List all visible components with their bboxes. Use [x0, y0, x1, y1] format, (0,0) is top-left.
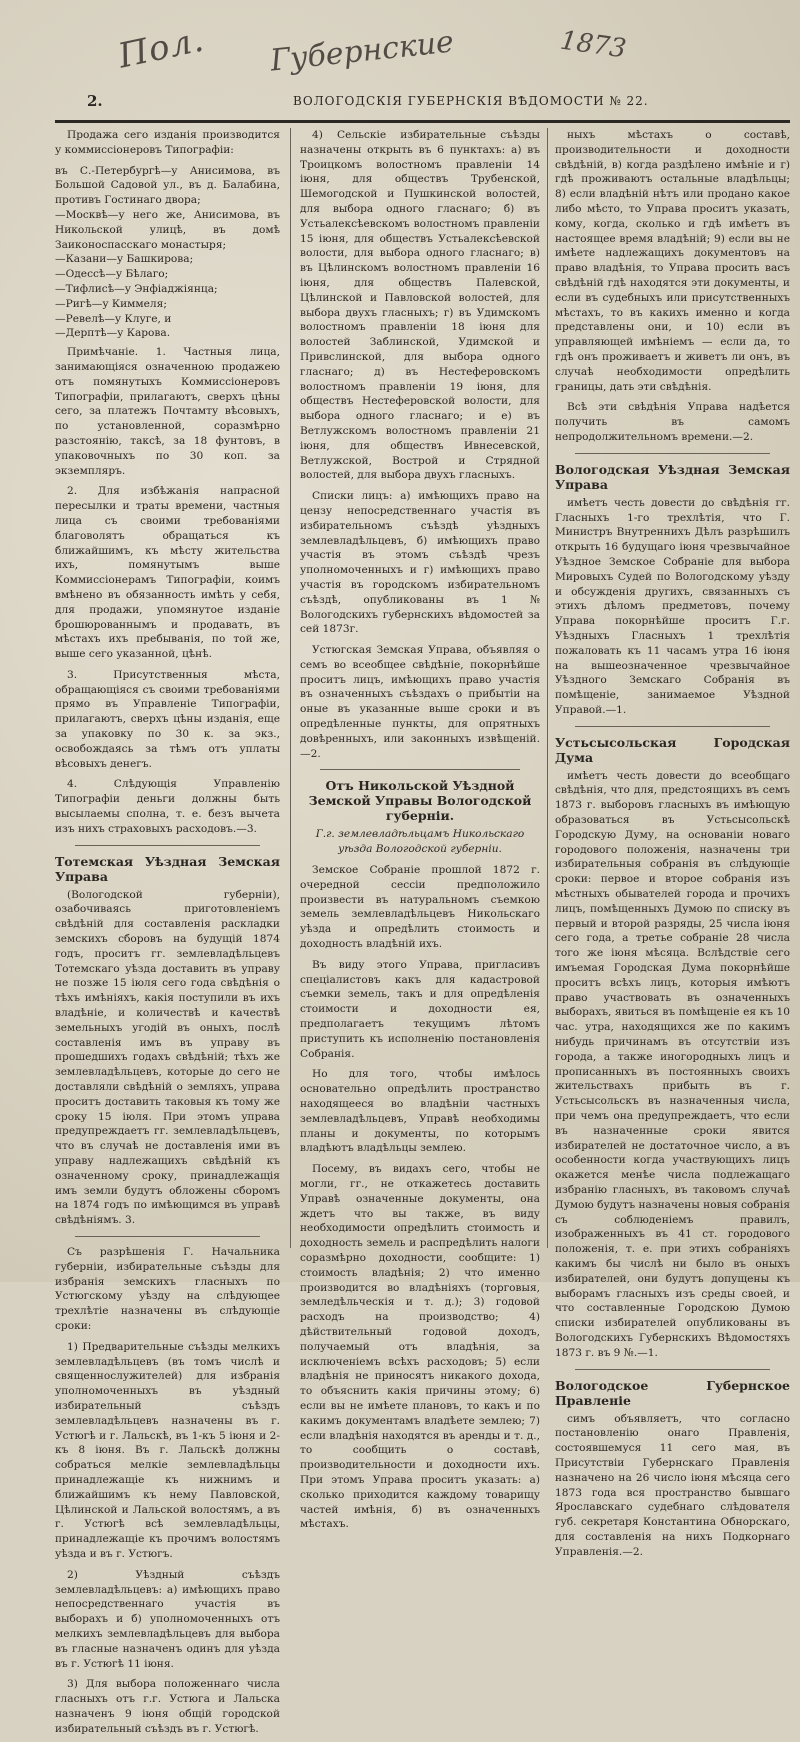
- ustyug-point-3: 3) Для выбора положеннаго числа гласныхъ отъ г.г. Устюга и Лальска назначенъ 9 іюня общій городской избирательный съѣздъ въ г. Устюгѣ.: [55, 1678, 280, 1735]
- agent-item: —Тифлисѣ—у Энфіаджіянца;: [55, 282, 218, 295]
- handwritten-note-1: Пол.: [114, 19, 208, 77]
- sales-intro: Продажа сего изданія производится у коммиссіонеровъ Типографіи:: [55, 129, 280, 156]
- section-title-nikolsk: Отъ Никольской Уѣздной Земской Управы Вологодской губерніи.: [308, 778, 532, 824]
- section-separator: [75, 845, 260, 846]
- column-divider-1: [290, 128, 291, 1248]
- section-title-ustsysolsk: Устьсысольская Городская Дума: [555, 734, 790, 765]
- section-text-gubernia: симъ объявляетъ, что согласно постановленію онаго Правленія, состоявшемуся 11 сего мая, въ Присутствіи Губернскаго Правленія назначено на 26 число іюня мѣсяца сего 1873 года вся пространство бывшаго Ярославскаго судебнаго слѣдователя губ. секретаря Константина Обнорскаго, для составленія на нихъ Подкорнаго Управленія.—2.: [555, 1412, 790, 1558]
- section-subtitle-nikolsk: Г.г. землевладѣльцамъ Никольскаго уѣзда Вологодской губерніи.: [315, 828, 525, 856]
- nikolsk-closing: Всѣ эти свѣдѣнія Управа надѣется получить въ самомъ непродолжительномъ времени.—2.: [555, 401, 790, 443]
- ustyug-lists: Списки лицъ: а) имѣющихъ право на цензу непосредственнаго участія въ избирательномъ съѣздѣ уѣздныхъ землевладѣльцевъ, б) имѣющихъ право участія въ этомъ съѣздѣ чрезъ уполномоченныхъ и г) имѣющихъ право участія въ городскомъ избирательномъ съѣздѣ, опубликованы въ 1 № Вологодскихъ губернскихъ вѣдомостей за сей 1873г.: [300, 490, 540, 636]
- section-separator: [320, 769, 520, 770]
- ustyug-point-1: 1) Предварительные съѣзды мелкихъ землевладѣльцевъ (въ томъ числѣ и священнослужителей) для избранія уполномоченныхъ въ уѣздный избирательный съѣздъ землевладѣльцевъ назначены въ г. Устюгѣ и г. Лальскѣ, въ 1-къ 5 іюня и 2-къ 8 іюня. Въ г. Лальскѣ должны собраться мелкіе землевладѣльцы принадлежащіе къ нижнимъ и ближайшимъ къ нему Павловской, Цѣлинской и Лальской волостямъ, а въ г. Устюгѣ всѣ землевладѣльцы, принадлежащіе къ прочимъ волостямъ уѣзда и въ г. Устюгъ.: [55, 1340, 280, 1560]
- nikolsk-text-1: Земское Собраніе прошлой 1872 г. очередной сессіи предположило произвести въ натуральномъ съемкою земель землевладѣльцевъ Никольскаго уѣзда и опредѣлить стоимость и доходность владѣній ихъ.: [300, 864, 540, 951]
- nikolsk-text-2: Въ виду этого Управа, пригласивъ спеціалистовъ какъ для кадастровой съемки земель, такъ и для опредѣленія стоимости и доходности ея, предполагаетъ текущимъ лѣтомъ приступить къ исполненію постановленія Собранія.: [300, 958, 540, 1060]
- ustyug-closing: Устюгская Земская Управа, объявляя о семъ во всеобщее свѣдѣніе, покорнѣйше проситъ лицъ, имѣющихъ право участія въ означенныхъ съѣздахъ о прибытіи на оные въ указанные выше сроки и въ опредѣленные пункты, для опрятныхъ довѣренныхъ, или законныхъ извѣщеній.—2.: [300, 644, 540, 760]
- nikolsk-text-4: Посему, въ видахъ сего, чтобы не могли, гг., не откажетесь доставить Управѣ означенные документы, она ждетъ что вы также, въ виду необходимости опредѣлить стоимость и доходность земель и распредѣлить налоги соразмѣрно доходности, сообщите: 1) стоимость владѣнія; 2) что именно производится во владѣніяхъ (торговыя, земледѣльческія и т. д.); 3) годовой расходъ на производство; 4) дѣйствительный годовой доходъ, получаемый отъ владѣнія, за исключеніемъ всѣхъ расходовъ; 5) если владѣнія не приносятъ никакого дохода, то объяснить какія причины этому; 6) если вы не имѣете плановъ, то какъ и по какимъ документамъ владѣете землею; 7) если владѣнія находятся въ аренды и т. д., то сообщить о составѣ, производительности и доходности ихъ. При этомъ Управа проситъ указать: а) сколько приходится каждому товарищу частей имѣнія, б) въ означенныхъ мѣстахъ.: [300, 1163, 540, 1531]
- section-title-gubernia: Вологодское Губернское Правленіе: [555, 1377, 790, 1408]
- section-separator: [575, 453, 770, 454]
- section-intro-ustyug: Съ разрѣшенія Г. Начальника губерніи, избирательные съѣзды для избранія земскихъ гласныхъ по Устюгскому уѣзду на слѣдующее трехлѣтіе назначены въ слѣдующіе сроки:: [55, 1245, 280, 1332]
- column-1: [55, 128, 280, 1742]
- header-rule: [55, 120, 790, 123]
- column-3: [555, 128, 790, 1566]
- agent-item: —Одессѣ—у Бѣлаго;: [55, 268, 169, 281]
- section-text-ustsysolsk: имѣетъ честь довести до всеобщаго свѣдѣнія, что для, предстоящихъ въ семъ 1873 г. выборовъ гласныхъ въ имѣющую образоваться въ Устьсысольскѣ Городскую Думу, на основаніи новаго городового положенія, назначены три избирательныя собранія въ слѣдующіе сроки: первое и второе собранія изъ мѣстныхъ обывателей города и прочихъ лицъ, помѣщенныхъ Думою по списку въ первый и второй разряды, 25 числа іюня сего года, а третье собраніе 28 числа того же іюня мѣсяца. Вслѣдствіе сего имъемая Городская Дума покорнѣйше проситъ всѣхъ лицъ, которыя имѣютъ право участвовать въ означенныхъ выборахъ, явиться въ помѣщеніе ея къ 10 час. утра, находящихся же по какимъ нибудь причинамъ въ отсутствіи изъ города, а также иногородныхъ лицъ и прописанныхъ въ постоянныхъ своихъ жительствахъ прибыть въ г. Устьсысольскъ въ назначенныя числа, при чемъ она предупреждаетъ, что если въ назначенные сроки явится избирателей не достаточное число, а въ особенности когда участвующихъ лицъ окажется менѣе числа подлежащаго избранію гласныхъ, въ таковомъ случаѣ Думою будутъ назначены новыя собранія съ соблюденіемъ правилъ, изображенныхъ въ 41 ст. городового положенія, т. е. при этихъ собраніяхъ какимъ бы числѣ ни было въ оныхъ избирателей, они будутъ допущены къ выборамъ гласныхъ изъ среды своей, и что составленные Городскою Думою списки избирателей опубликованы въ Вологодскихъ Губернскихъ Вѣдомостяхъ 1873 г. въ 9 №.—1.: [555, 769, 790, 1359]
- handwritten-note-2: Губернские: [268, 24, 456, 79]
- agents-list: [55, 164, 280, 342]
- nikolsk-continued: ныхъ мѣстахъ о составѣ, производительности и доходности свѣдѣній, в) когда раздѣлено имѣніе и г) гдѣ проживаютъ остальные владѣльцы; 8) если владѣній нѣтъ или продано какое либо мѣсто, то Управа проситъ указать, кому, когда, сколько и гдѣ имѣетъ въ настоящее время владѣній; 9) если вы не имѣете надлежащихъ документовъ на право владѣнія, то Управа просить васъ свѣдѣній гдѣ находятся эти документы, и если въ судебныхъ или присутственныхъ мѣстахъ, то въ какихъ именно и когда представлены они, и 10) если въ управляющей имѣніемъ — если да, то гдѣ онъ проживаетъ и живетъ ли онъ, въ случаѣ необходимости опредѣлить границы, дать эти свѣдѣнія.: [555, 129, 790, 393]
- page-number: 2.: [87, 92, 103, 110]
- note-4: 4. Слѣдующія Управленію Типографіи деньги должны быть высылаемы сполна, т. е. безъ вычета изъ нихъ страховыхъ расходовъ.—3.: [55, 778, 280, 835]
- section-text-vologda-uezd: имѣетъ честь довести до свѣдѣнія гг. Гласныхъ 1-го трехлѣтія, что Г. Министръ Внутреннихъ Дѣлъ разрѣшилъ открыть 16 будущаго іюня чрезвычайное Уѣздное Земское Собраніе для выбора Мировыхъ Судей по Вологодскому уѣзду и обсужденія другихъ, связанныхъ съ этихъ дѣломъ предметовъ, почему Управа покорнѣйше проситъ Г.г. Уѣздныхъ Гласныхъ 1 трехлѣтія пожаловать къ 11 часамъ утра 16 іюня на вышеозначенное чрезвычайное Уѣздного Земскаго Собранія въ помѣщеніе, занимаемое Уѣздной Управой.—1.: [555, 496, 790, 716]
- section-text-totma: (Вологодской губерніи), озабочиваясь приготовленіемъ свѣдѣній для составленія раскладки земскихъ сборовъ на будущій 1874 годъ, проситъ гг. землевладѣльцевъ Тотемскаго уѣзда доставить въ управу не позже 15 іюля сего года свѣдѣнія о тѣхъ имѣніяхъ, какія поступили въ ихъ владѣніе, и количествѣ и качествѣ земельныхъ угодій въ оныхъ, послѣ составленія имъ въ управу въ прошедшихъ годахъ свѣдѣній; тѣхъ же землевладѣльцевъ, которые до сего не доставляли свѣдѣній о земляхъ, управа проситъ доставить таковыя къ тому же сроку 15 іюля. При этомъ управа предупреждаетъ гг. землевладѣльцевъ, что въ случаѣ не доставленія ими въ управу надлежащихъ свѣдѣній къ означенному сроку, принадлежащія имъ земли будутъ обложены сборомъ на 1874 годъ по имѣющимся въ управѣ свѣдѣніямъ. 3.: [55, 888, 280, 1227]
- column-divider-2: [547, 128, 548, 1248]
- section-separator: [75, 1236, 260, 1237]
- note-2: 2. Для избѣжанія напрасной пересылки и траты времени, частныя лица съ своими требованіями благоволятъ обращаться къ ближайшимъ, къ мѣсту жительства ихъ, помянутымъ выше Коммиссіонерамъ Типографіи, коимъ вмѣнено въ обязанность имѣть у себя, для продажи, упомянутое изданіе брошюрованнымъ и продавать, въ мѣстахъ ихъ пребыванія, по той же, выше сего указанной, цѣнѣ.: [55, 485, 280, 661]
- agent-item: —Москвѣ—у него же, Анисимова, въ Никольской улицѣ, въ домѣ Заиконоспасскаго монастыря;: [55, 208, 280, 251]
- nikolsk-text-3: Но для того, чтобы имѣлось основательно опредѣлить пространство находящееся во владѣніи частныхъ землевладѣльцевъ, Управѣ необходимы планы и документы, по которымъ владѣютъ владѣльцы землею.: [300, 1068, 540, 1155]
- agent-item: —Ревелѣ—у Клуге, и: [55, 312, 172, 325]
- section-separator: [575, 1369, 770, 1370]
- agent-item: въ С.-Петербургѣ—у Анисимова, въ Большой Садовой ул., въ д. Балабина, противъ Гостинаго двора;: [55, 164, 280, 207]
- agent-item: —Казани—у Башкирова;: [55, 253, 194, 266]
- page-header: [55, 88, 790, 116]
- newspaper-title: ВОЛОГОДСКІЯ ГУБЕРНСКІЯ ВѢДОМОСТИ № 22.: [293, 94, 649, 108]
- agent-item: —Ригѣ—у Киммеля;: [55, 297, 167, 310]
- section-title-totma: Тотемская Уѣздная Земская Управа: [55, 853, 280, 884]
- note-1: Примѣчаніе. 1. Частныя лица, занимающіяся означенною продажею отъ помянутыхъ Коммиссіонеровъ Типографіи, прилагаютъ, сверхъ цѣны сего, за платежъ Почтамту вѣсовыхъ, по установленной, соразмѣрно разстоянію, таксѣ, за 18 фунтовъ, в упаковочныхъ по 30 коп. за экземпляръ.: [55, 346, 280, 477]
- ustyug-point-4: 4) Сельскіе избирательные съѣзды назначены открыть въ 6 пунктахъ: а) въ Троицкомъ волостномъ правленіи 14 іюня, для обществъ Трубенской, Шемогодской и Пушкинской волостей, для выбора одного гласнаго; б) въ Устьалексѣевскомъ волостномъ правленіи 15 іюня, для обществъ Устьалексѣевской волости, для выбора одного гласнаго; в) въ Цѣлинскомъ волостномъ правленіи 16 іюня, для обществъ Палевской, Цѣлинской и Павловской волостей, для выбора двухъ гласныхъ; г) въ Удимскомъ волостномъ правленіи 18 іюня для волостей Заблинской, Удимской и Привслинской, для выбора одного гласнаго; д) въ Нестеферовскомъ волостномъ правленіи 19 іюня, для обществъ Нестеферовской волости, для выбора одного гласнаго; и е) въ Ветлужскомъ волостномъ правленіи 21 іюня, для обществъ Ивнесевской, Ветлужской, Вострой и Стрядной волостей, для выбора двухъ гласныхъ.: [300, 129, 540, 482]
- agent-item: —Дерптѣ—у Карова.: [55, 327, 171, 340]
- handwritten-note-3: 1873: [558, 25, 628, 65]
- section-title-vologda-uezd: Вологодская Уѣздная Земская Управа: [555, 461, 790, 492]
- note-3: 3. Присутственныя мѣста, обращающіяся съ своими требованіями прямо въ Управленіе Типографіи, прилагаютъ, сверхъ цѣны изданія, еще за упаковку по 30 к. за экз., освобождаясь за тѣмъ отъ уплаты вѣсовыхъ денегъ.: [55, 668, 280, 770]
- column-2: [300, 128, 540, 1538]
- section-separator: [575, 726, 770, 727]
- ustyug-point-2: 2) Уѣздный съѣздъ землевладѣльцевъ: а) имѣющихъ право непосредственнаго участія въ выборахъ и б) уполномоченныхъ отъ мелкихъ землевладѣльцевъ для выбора въ гласные назначенъ одинъ для уѣзда въ г. Устюгѣ 11 іюня.: [55, 1568, 280, 1670]
